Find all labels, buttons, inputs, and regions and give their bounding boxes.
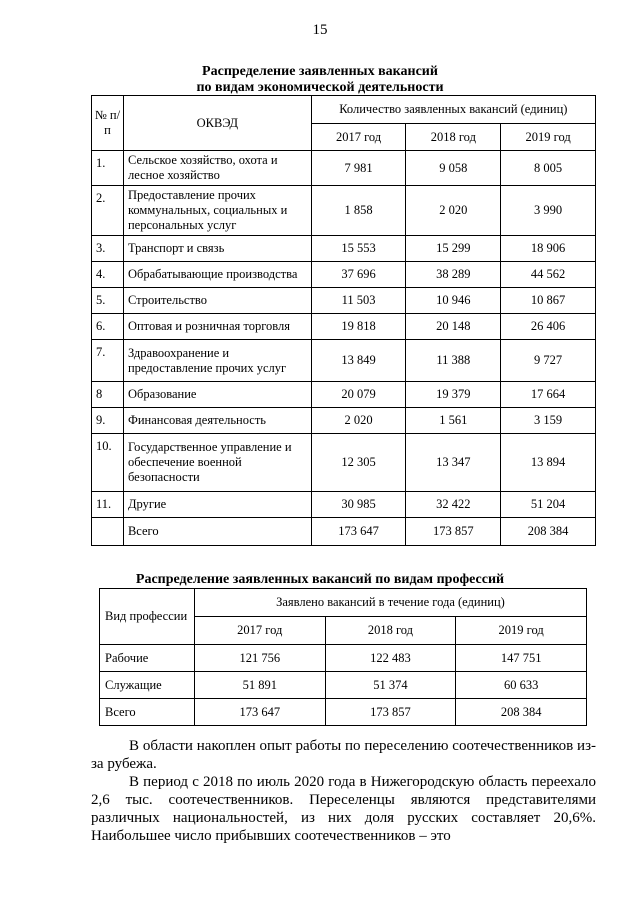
table-row bbox=[92, 151, 596, 186]
row-value: 11 503 bbox=[311, 288, 406, 314]
table-row bbox=[92, 492, 596, 518]
row-value: 1 858 bbox=[311, 186, 406, 236]
header2-year-2018: 2018 год bbox=[325, 617, 456, 645]
row-value: 173 857 bbox=[325, 699, 456, 726]
table-row bbox=[92, 382, 596, 408]
row-number: 6. bbox=[92, 314, 124, 340]
row-value: 3 159 bbox=[501, 408, 596, 434]
row-value: 2 020 bbox=[311, 408, 406, 434]
table-row bbox=[92, 434, 596, 492]
row-activity-name: Здравоохранение и предоставление прочих услуг bbox=[123, 340, 311, 382]
row-value: 20 079 bbox=[311, 382, 406, 408]
table1-title-line2: по видам экономической деятельности bbox=[196, 80, 444, 95]
row-number: 11. bbox=[92, 492, 124, 518]
header2-year-2017: 2017 год bbox=[194, 617, 325, 645]
row-number: 9. bbox=[92, 408, 124, 434]
table-row bbox=[92, 340, 596, 382]
row-value: 208 384 bbox=[501, 518, 596, 546]
row-value: 7 981 bbox=[311, 151, 406, 186]
table-row bbox=[92, 236, 596, 262]
page-number: 15 bbox=[312, 22, 328, 38]
row-value: 26 406 bbox=[501, 314, 596, 340]
row-value: 44 562 bbox=[501, 262, 596, 288]
header-group: Количество заявленных вакансий (единиц) bbox=[311, 96, 595, 124]
row-number: 3. bbox=[92, 236, 124, 262]
row-value: 3 990 bbox=[501, 186, 596, 236]
row-number: 8 bbox=[92, 382, 124, 408]
vacancies-by-activity-table bbox=[91, 95, 596, 546]
row-value: 19 818 bbox=[311, 314, 406, 340]
row-value: 37 696 bbox=[311, 262, 406, 288]
row-number: 10. bbox=[92, 434, 124, 492]
row-value: 15 553 bbox=[311, 236, 406, 262]
row-value: 20 148 bbox=[406, 314, 501, 340]
table-row bbox=[100, 645, 587, 672]
row-value: 18 906 bbox=[501, 236, 596, 262]
header-group2: Заявлено вакансий в течение года (единиц) bbox=[194, 589, 586, 617]
header-num: № п/п bbox=[92, 96, 124, 151]
row-value: 51 374 bbox=[325, 672, 456, 699]
table-row bbox=[92, 288, 596, 314]
row-value: 38 289 bbox=[406, 262, 501, 288]
row-value: 13 347 bbox=[406, 434, 501, 492]
row-value: 9 058 bbox=[406, 151, 501, 186]
row-activity-name: Всего bbox=[123, 518, 311, 546]
row-value: 2 020 bbox=[406, 186, 501, 236]
row-value: 173 647 bbox=[194, 699, 325, 726]
row-value: 122 483 bbox=[325, 645, 456, 672]
row-value: 32 422 bbox=[406, 492, 501, 518]
row-value: 173 647 bbox=[311, 518, 406, 546]
table-row bbox=[92, 518, 596, 546]
table-row bbox=[92, 186, 596, 236]
row-number bbox=[92, 518, 124, 546]
row-value: 51 891 bbox=[194, 672, 325, 699]
table-row bbox=[92, 262, 596, 288]
row-value: 19 379 bbox=[406, 382, 501, 408]
row-number: 7. bbox=[92, 340, 124, 382]
paragraph-1: В области накоплен опыт работы по переселению соотечественников из-за рубежа. bbox=[91, 738, 596, 772]
vacancies-by-profession-table bbox=[99, 588, 587, 726]
row-profession-name: Рабочие bbox=[100, 645, 195, 672]
row-value: 8 005 bbox=[501, 151, 596, 186]
row-number: 4. bbox=[92, 262, 124, 288]
row-value: 10 946 bbox=[406, 288, 501, 314]
table1-title-line1: Распределение заявленных вакансий bbox=[202, 64, 438, 79]
row-value: 51 204 bbox=[501, 492, 596, 518]
row-value: 13 894 bbox=[501, 434, 596, 492]
row-activity-name: Государственное управление и обеспечение военной безопасности bbox=[123, 434, 311, 492]
paragraph-2: В период с 2018 по июль 2020 года в Нижегородскую область переехало 2,6 тыс. соотечественников. Переселенцы являются представителями различных национальностей, из них доля русских составляет 20,6%. Наибольшее число прибывших соотечественников – это bbox=[91, 774, 596, 844]
row-activity-name: Предоставление прочих коммунальных, социальных и персональных услуг bbox=[123, 186, 311, 236]
header-year-2019: 2019 год bbox=[501, 124, 596, 151]
row-activity-name: Оптовая и розничная торговля bbox=[123, 314, 311, 340]
row-profession-name: Всего bbox=[100, 699, 195, 726]
row-activity-name: Образование bbox=[123, 382, 311, 408]
row-value: 10 867 bbox=[501, 288, 596, 314]
table-row bbox=[100, 672, 587, 699]
header-profession: Вид профессии bbox=[100, 589, 195, 645]
table-row bbox=[92, 408, 596, 434]
row-value: 1 561 bbox=[406, 408, 501, 434]
row-profession-name: Служащие bbox=[100, 672, 195, 699]
row-value: 12 305 bbox=[311, 434, 406, 492]
table-row bbox=[100, 699, 587, 726]
row-value: 17 664 bbox=[501, 382, 596, 408]
header2-year-2019: 2019 год bbox=[456, 617, 587, 645]
row-value: 147 751 bbox=[456, 645, 587, 672]
row-value: 60 633 bbox=[456, 672, 587, 699]
row-number: 2. bbox=[92, 186, 124, 236]
row-value: 173 857 bbox=[406, 518, 501, 546]
table-row bbox=[92, 314, 596, 340]
table2-title: Распределение заявленных вакансий по видам профессий bbox=[135, 572, 505, 587]
row-activity-name: Финансовая деятельность bbox=[123, 408, 311, 434]
row-activity-name: Строительство bbox=[123, 288, 311, 314]
row-activity-name: Транспорт и связь bbox=[123, 236, 311, 262]
row-value: 208 384 bbox=[456, 699, 587, 726]
header-okved: ОКВЭД bbox=[123, 96, 311, 151]
row-value: 13 849 bbox=[311, 340, 406, 382]
row-number: 5. bbox=[92, 288, 124, 314]
row-value: 121 756 bbox=[194, 645, 325, 672]
row-activity-name: Другие bbox=[123, 492, 311, 518]
row-value: 9 727 bbox=[501, 340, 596, 382]
row-value: 15 299 bbox=[406, 236, 501, 262]
row-value: 11 388 bbox=[406, 340, 501, 382]
row-value: 30 985 bbox=[311, 492, 406, 518]
header-year-2017: 2017 год bbox=[311, 124, 406, 151]
row-number: 1. bbox=[92, 151, 124, 186]
row-activity-name: Обрабатывающие производства bbox=[123, 262, 311, 288]
row-activity-name: Сельское хозяйство, охота и лесное хозяйство bbox=[123, 151, 311, 186]
header-year-2018: 2018 год bbox=[406, 124, 501, 151]
